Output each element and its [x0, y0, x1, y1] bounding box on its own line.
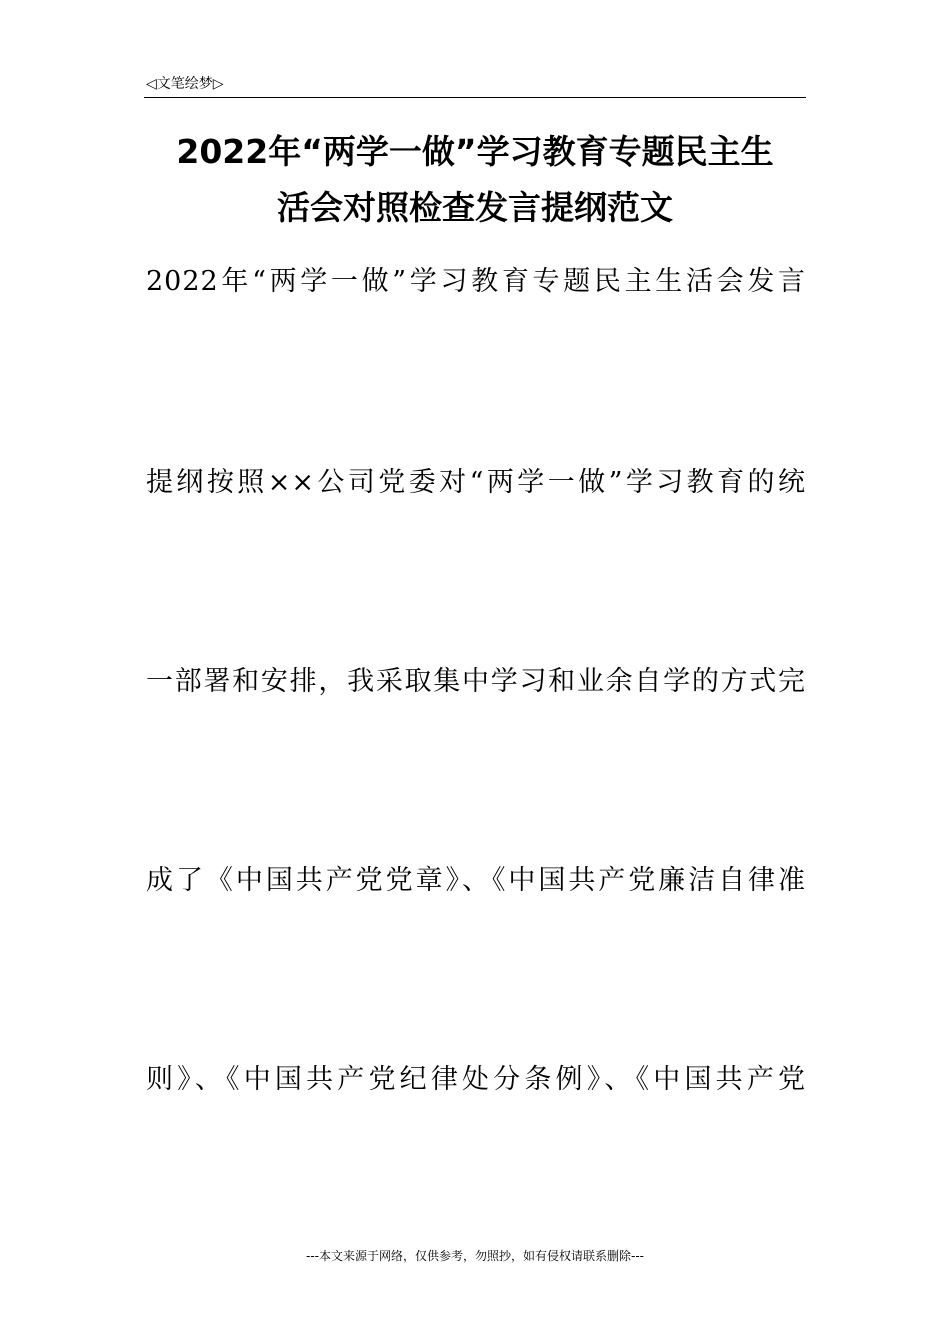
- document-title-line-1: 2022年“两学一做”学习教育专题民主生: [176, 132, 774, 171]
- header-divider: [144, 97, 806, 98]
- document-title-line-2: 活会对照检查发言提纲范文: [277, 188, 673, 227]
- header-watermark: ◁文笔绘梦▷: [146, 76, 224, 92]
- body-text-line: 一部署和安排，我采取集中学习和业余自学的方式完: [146, 666, 806, 697]
- body-text-line: 提纲按照××公司党委对“两学一做”学习教育的统: [146, 467, 806, 498]
- body-text-line: 2022年“两学一做”学习教育专题民主生活会发言: [146, 266, 806, 297]
- body-text-line: 则》、《中国共产党纪律处分条例》、《中国共产党: [146, 1064, 806, 1095]
- body-text-line: 成了《中国共产党党章》、《中国共产党廉洁自律准: [146, 865, 806, 896]
- footer-disclaimer: ---本文来源于网络，仅供参考，勿照抄，如有侵权请联系删除---: [306, 1249, 644, 1263]
